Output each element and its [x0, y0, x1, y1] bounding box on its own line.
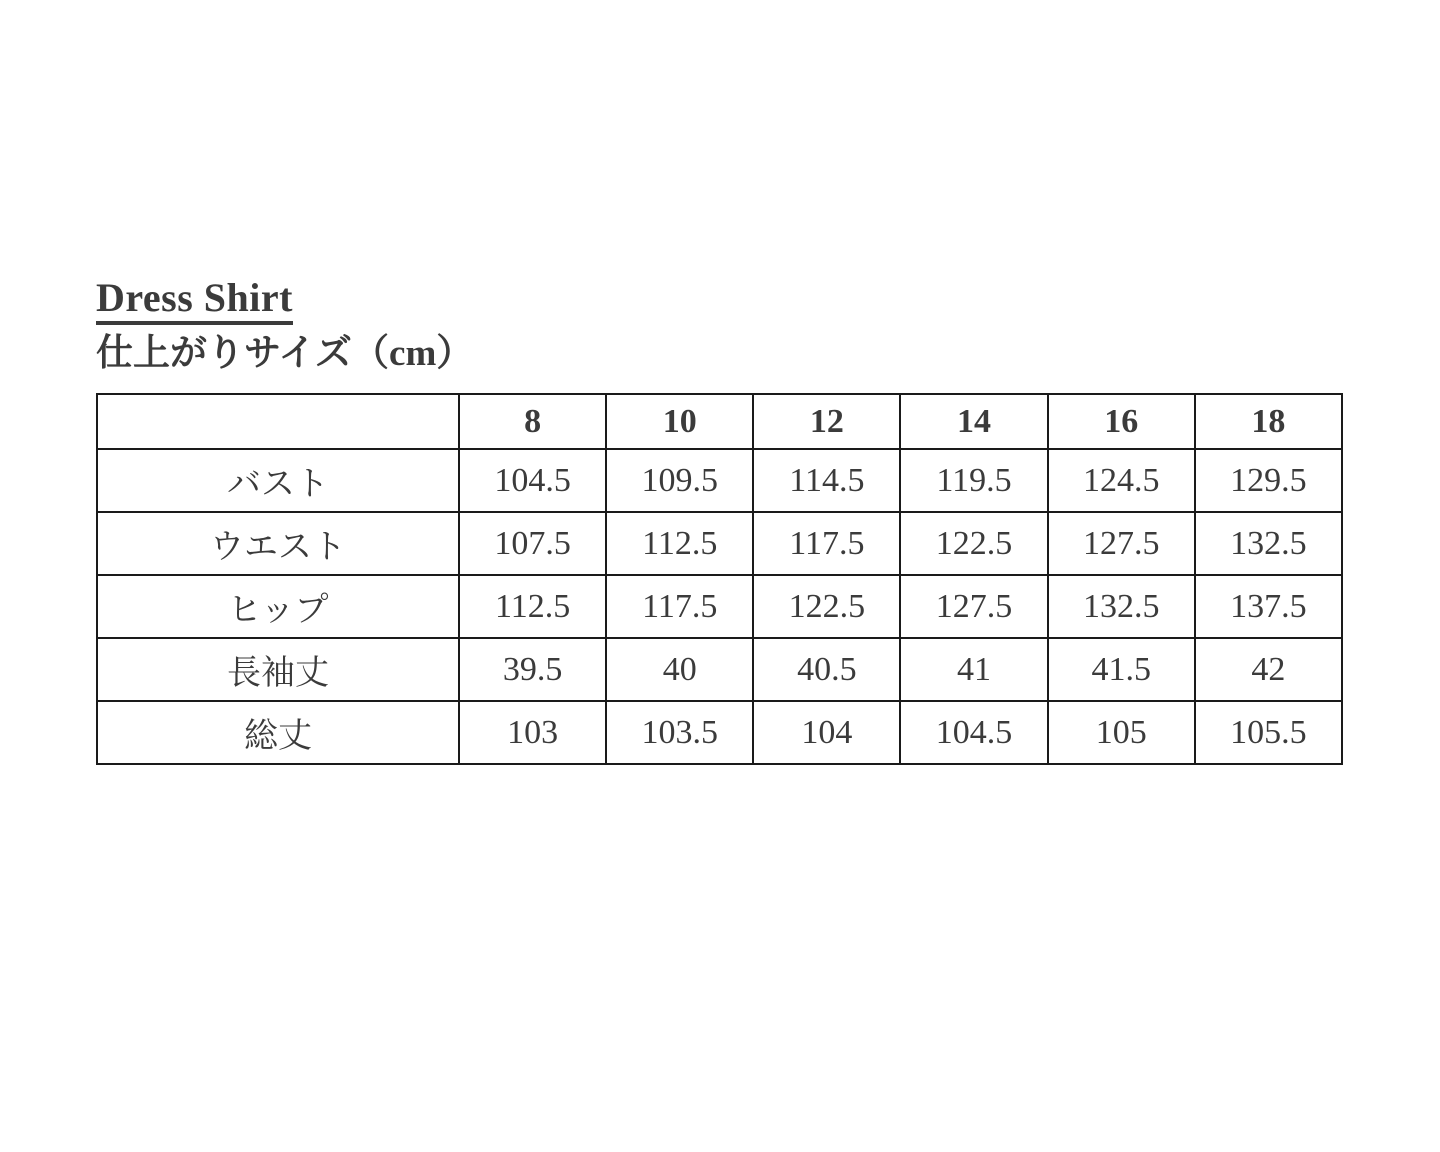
size-chart-table — [96, 393, 1343, 765]
cell-total-16: 105 — [1048, 701, 1195, 764]
cell-sleeve-12: 40.5 — [753, 638, 900, 701]
table-row-waist — [97, 512, 1342, 575]
cell-total-8: 103 — [459, 701, 606, 764]
cell-waist-16: 127.5 — [1048, 512, 1195, 575]
cell-bust-14: 119.5 — [900, 449, 1047, 512]
row-label-total-length: 総丈 — [97, 701, 459, 764]
cell-total-14: 104.5 — [900, 701, 1047, 764]
table-row-hip — [97, 575, 1342, 638]
cell-sleeve-14: 41 — [900, 638, 1047, 701]
table-row-sleeve-length — [97, 638, 1342, 701]
cell-hip-12: 122.5 — [753, 575, 900, 638]
page-title-text: Dress Shirt — [96, 276, 293, 325]
cell-bust-8: 104.5 — [459, 449, 606, 512]
cell-hip-10: 117.5 — [606, 575, 753, 638]
table-row-bust — [97, 449, 1342, 512]
cell-bust-10: 109.5 — [606, 449, 753, 512]
page-subtitle: 仕上がりサイズ（cm） — [96, 333, 474, 374]
table-row-total-length — [97, 701, 1342, 764]
cell-waist-18: 132.5 — [1195, 512, 1342, 575]
table-header-row — [97, 394, 1342, 449]
cell-sleeve-8: 39.5 — [459, 638, 606, 701]
cell-hip-18: 137.5 — [1195, 575, 1342, 638]
cell-hip-14: 127.5 — [900, 575, 1047, 638]
header-cell-size-16: 16 — [1048, 394, 1195, 449]
row-label-hip: ヒップ — [97, 575, 459, 638]
row-label-bust: バスト — [97, 449, 459, 512]
page-title — [96, 276, 293, 325]
cell-sleeve-16: 41.5 — [1048, 638, 1195, 701]
cell-sleeve-10: 40 — [606, 638, 753, 701]
header-cell-size-18: 18 — [1195, 394, 1342, 449]
header-cell-size-10: 10 — [606, 394, 753, 449]
row-label-sleeve-length: 長袖丈 — [97, 638, 459, 701]
cell-sleeve-18: 42 — [1195, 638, 1342, 701]
cell-total-10: 103.5 — [606, 701, 753, 764]
cell-waist-10: 112.5 — [606, 512, 753, 575]
cell-hip-8: 112.5 — [459, 575, 606, 638]
cell-bust-16: 124.5 — [1048, 449, 1195, 512]
header-cell-size-8: 8 — [459, 394, 606, 449]
cell-total-18: 105.5 — [1195, 701, 1342, 764]
cell-waist-8: 107.5 — [459, 512, 606, 575]
header-cell-size-12: 12 — [753, 394, 900, 449]
row-label-waist: ウエスト — [97, 512, 459, 575]
cell-total-12: 104 — [753, 701, 900, 764]
cell-bust-18: 129.5 — [1195, 449, 1342, 512]
cell-bust-12: 114.5 — [753, 449, 900, 512]
cell-waist-14: 122.5 — [900, 512, 1047, 575]
header-cell-blank — [97, 394, 459, 449]
header-cell-size-14: 14 — [900, 394, 1047, 449]
cell-hip-16: 132.5 — [1048, 575, 1195, 638]
cell-waist-12: 117.5 — [753, 512, 900, 575]
